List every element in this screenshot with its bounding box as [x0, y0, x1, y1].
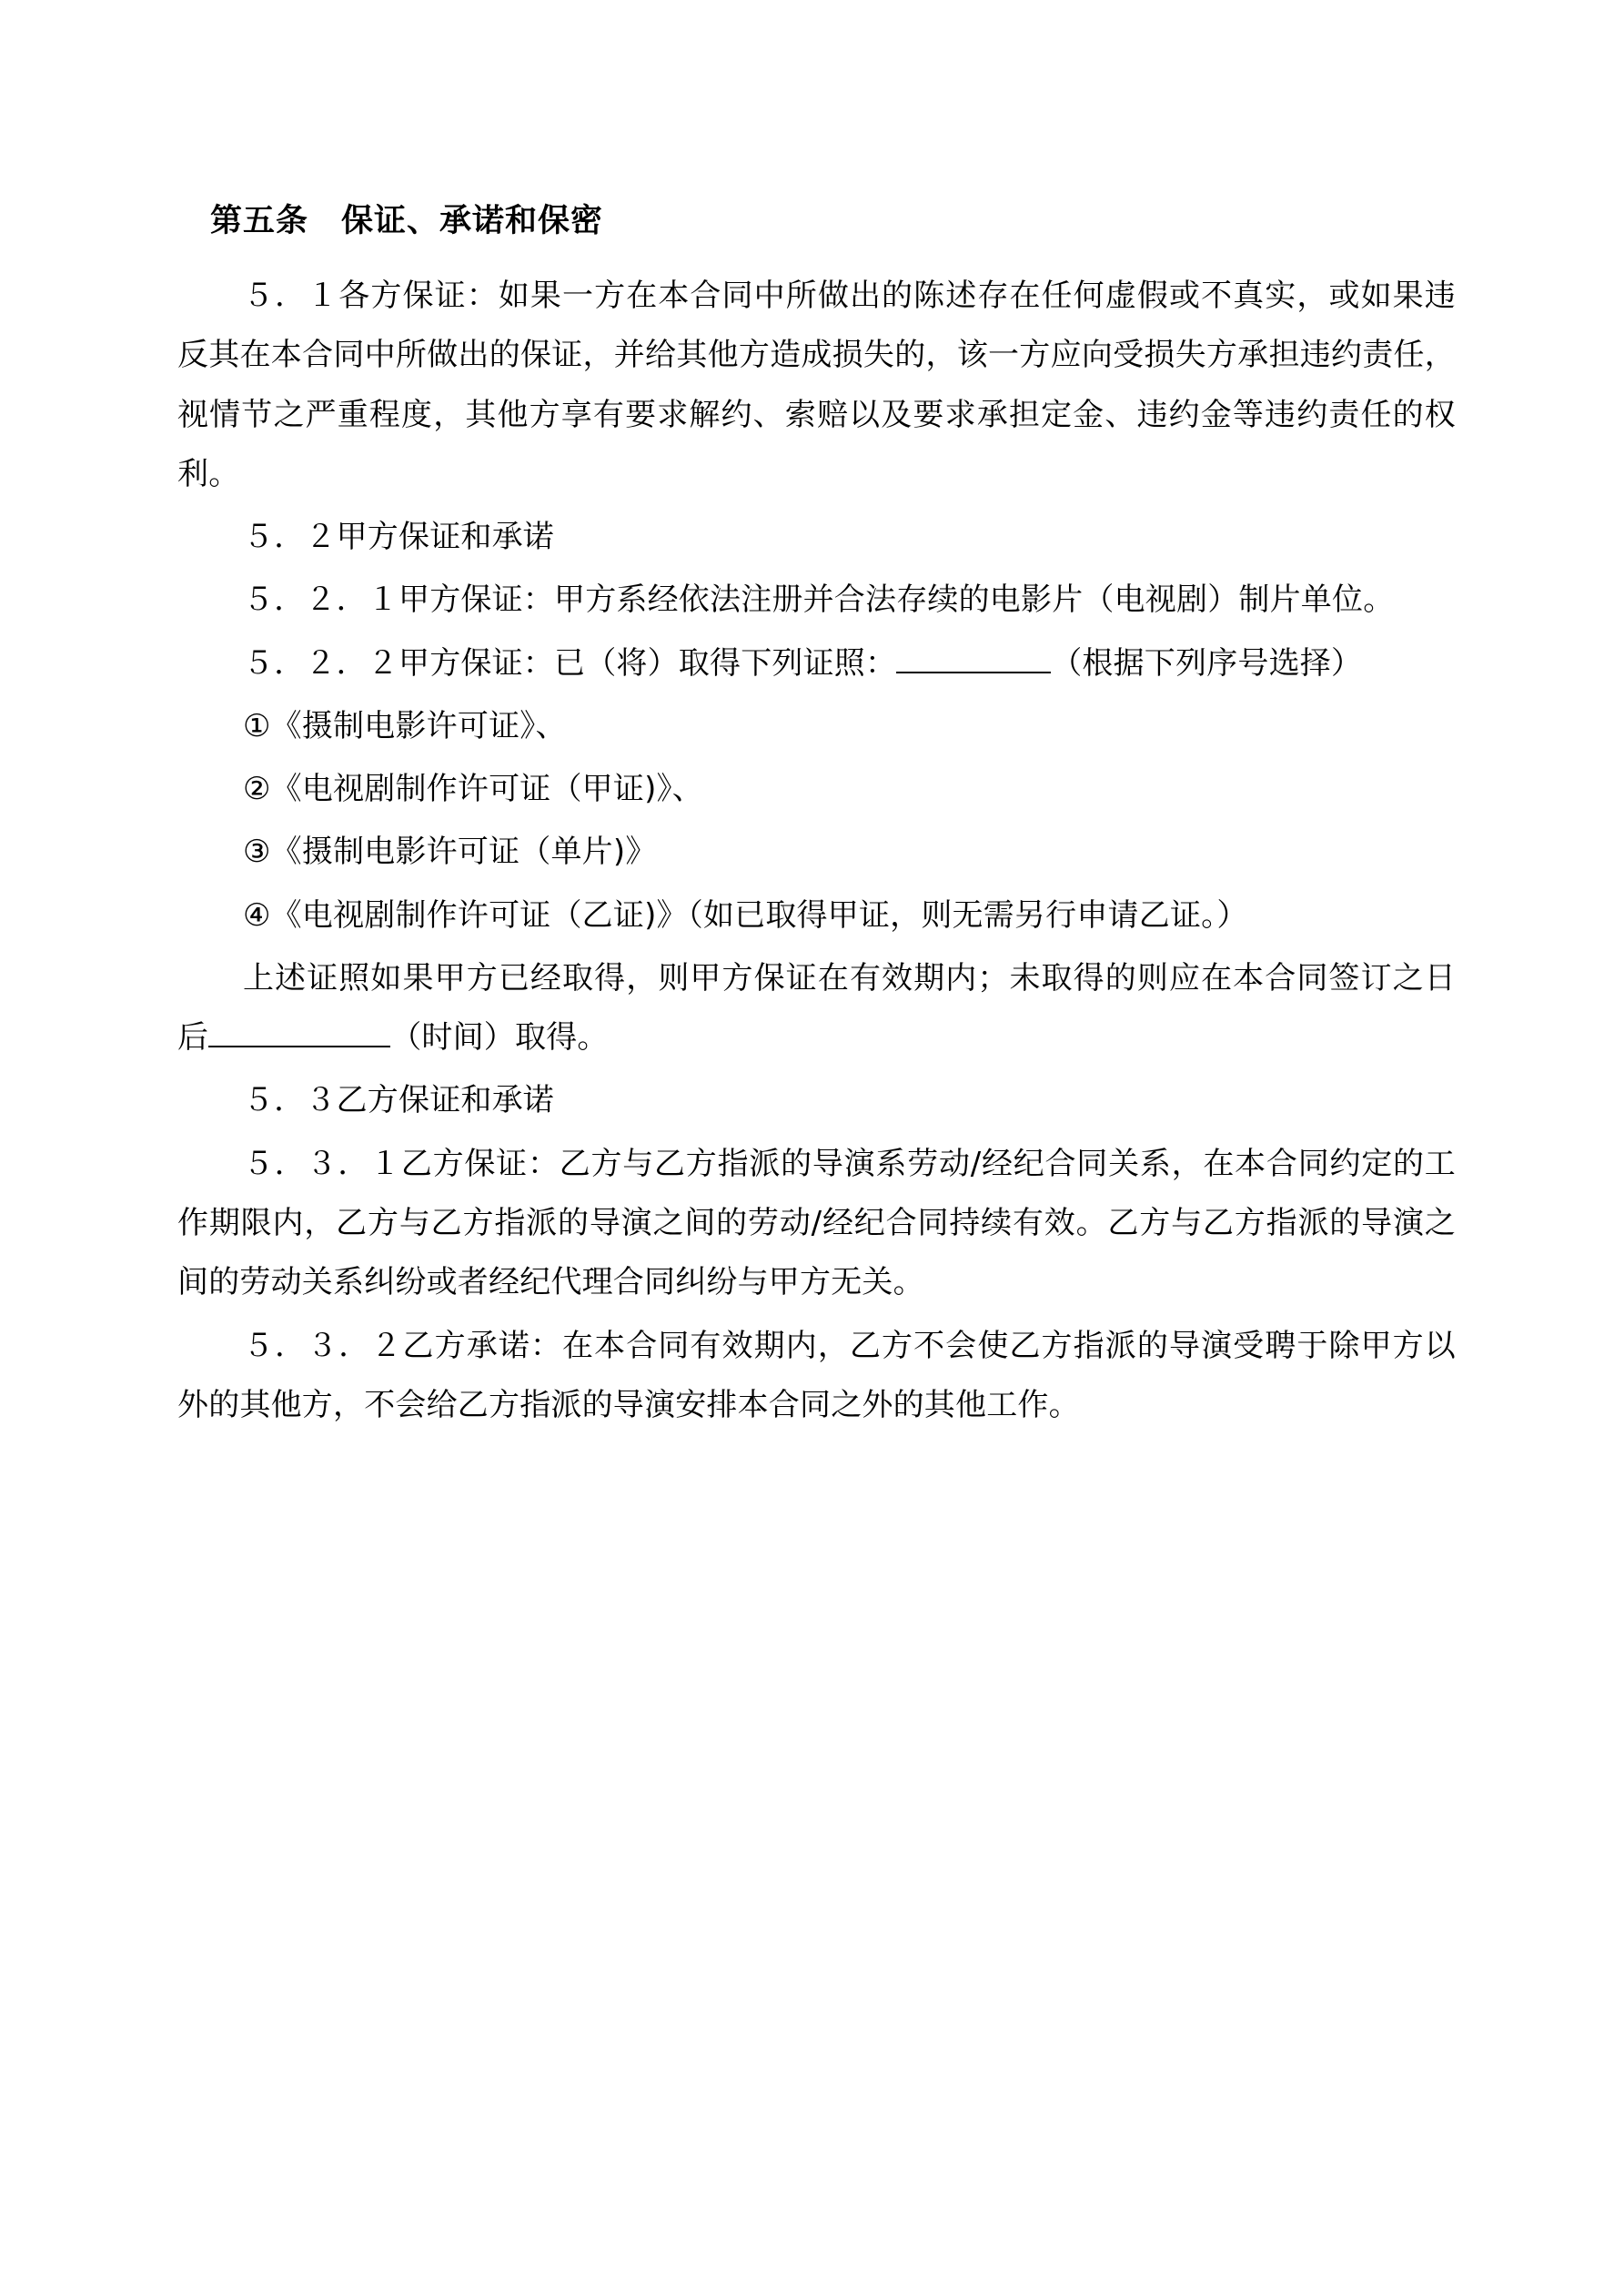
paragraph-5-2-1: ５．２．１甲方保证：甲方系经依法注册并合法存续的电影片（电视剧）制片单位。: [243, 582, 1395, 619]
paragraph-license-validity-after: （时间）取得。: [390, 1019, 609, 1057]
time-blank-field[interactable]: [208, 1046, 390, 1047]
paragraph-5-2-2: [177, 634, 1456, 693]
page-title: 第五条 保证、承诺和保密: [210, 203, 604, 239]
list-item-3: ③《摄制电影许可证（单片)》: [243, 834, 657, 871]
paragraph-5-1: ５．１各方保证：如果一方在本合同中所做出的陈述存在任何虚假或不真实，或如果违反其在本合同中所做出的保证，并给其他方造成损失的，该一方应向受损失方承担违约责任，视情节之严重程度，其他方享有要求解约、索赔以及要求承担定金、违约金等违约责任的权利。: [177, 278, 1456, 492]
paragraph-license-validity-before: 上述证照如果甲方已经取得，则甲方保证在有效期内；未取得的则应在本合同签订之日后: [177, 959, 1456, 1057]
paragraph-5-3-2: ５．３．２乙方承诺：在本合同有效期内，乙方不会使乙方指派的导演受聘于除甲方以外的其他方，不会给乙方指派的导演安排本合同之外的其他工作。: [177, 1327, 1456, 1423]
paragraph-5-3-1: ５．３．１乙方保证：乙方与乙方指派的导演系劳动/经纪合同关系，在本合同约定的工作期限内，乙方与乙方指派的导演之间的劳动/经纪合同持续有效。乙方与乙方指派的导演之间的劳动关系纠纷或者经纪代理合同纠纷与甲方无关。: [177, 1145, 1456, 1301]
license-blank-field[interactable]: [896, 672, 1051, 673]
list-item-2: ②《电视剧制作许可证（甲证)》、: [243, 771, 703, 808]
paragraph-license-validity: [177, 949, 1456, 1068]
paragraph-5-2: ５．２甲方保证和承诺: [243, 519, 554, 556]
paragraph-5-3: ５．３乙方保证和承诺: [243, 1082, 554, 1119]
list-item-4: ④《电视剧制作许可证（乙证)》（如已取得甲证，则无需另行申请乙证。）: [243, 896, 1248, 934]
document-body: [177, 196, 1456, 1435]
paragraph-5-2-2-text-before: ５．２．２甲方保证：已（将）取得下列证照：: [243, 644, 897, 682]
list-item-1: ①《摄制电影许可证》、: [243, 707, 567, 744]
paragraph-5-2-2-text-after: （根据下列序号选择）: [1051, 644, 1363, 682]
